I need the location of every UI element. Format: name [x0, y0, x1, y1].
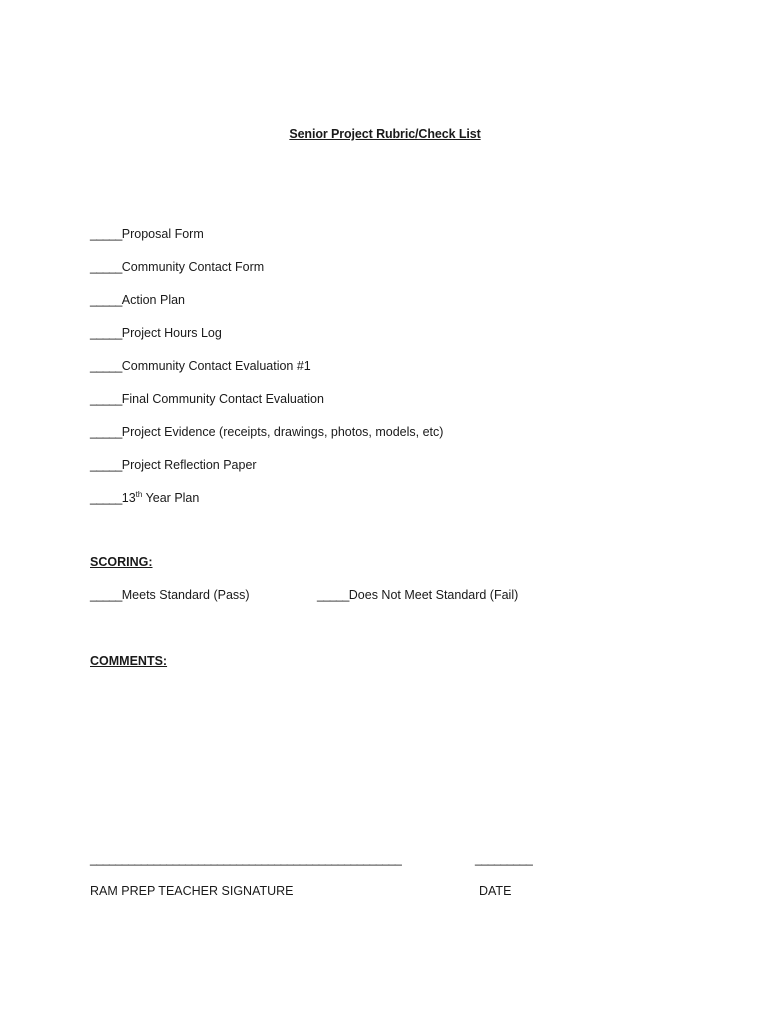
check-blank: _____ — [90, 260, 122, 274]
check-blank: _____ — [90, 359, 122, 373]
checklist — [90, 226, 443, 523]
checklist-item — [90, 259, 443, 292]
check-blank: _____ — [90, 392, 122, 406]
checklist-item — [90, 424, 443, 457]
checklist-item-label: Community Contact Form — [121, 260, 265, 274]
signature-label: RAM PREP TEACHER SIGNATURE — [90, 884, 294, 898]
comments-heading: COMMENTS: — [90, 654, 168, 668]
checklist-item-label-prefix: 13 — [121, 491, 136, 505]
check-blank: _____ — [90, 293, 122, 307]
check-blank: _____ — [90, 326, 122, 340]
check-blank: _____ — [317, 588, 349, 602]
check-blank: _____ — [90, 491, 122, 505]
check-blank: _____ — [90, 425, 122, 439]
checklist-item — [90, 292, 443, 325]
scoring-heading: SCORING: — [90, 555, 153, 569]
checklist-item — [90, 490, 443, 523]
checklist-item-label: Project Evidence (receipts, drawings, photos, models, etc) — [121, 425, 444, 439]
fail-option — [317, 588, 518, 602]
date-line: _________ — [475, 852, 533, 866]
signature-line: _________________________________________________ — [90, 852, 402, 866]
checklist-item — [90, 226, 443, 259]
date-label: DATE — [479, 884, 512, 898]
checklist-item — [90, 358, 443, 391]
checklist-item — [90, 457, 443, 490]
check-blank: _____ — [90, 588, 122, 602]
fail-label: Does Not Meet Standard (Fail) — [348, 588, 519, 602]
pass-label: Meets Standard (Pass) — [121, 588, 250, 602]
document-title: Senior Project Rubric/Check List — [289, 127, 481, 141]
checklist-item-label: Project Reflection Paper — [121, 458, 257, 472]
checklist-item — [90, 325, 443, 358]
checklist-item-label: Project Hours Log — [121, 326, 222, 340]
check-blank: _____ — [90, 227, 122, 241]
checklist-item — [90, 391, 443, 424]
checklist-item-superscript: th — [135, 489, 143, 499]
checklist-item-label-suffix: Year Plan — [142, 491, 200, 505]
checklist-item-label: Action Plan — [121, 293, 185, 307]
checklist-item-label: Proposal Form — [121, 227, 204, 241]
check-blank: _____ — [90, 458, 122, 472]
checklist-item-label: Community Contact Evaluation #1 — [121, 359, 311, 373]
checklist-item-label: Final Community Contact Evaluation — [121, 392, 324, 406]
pass-option — [90, 588, 250, 602]
